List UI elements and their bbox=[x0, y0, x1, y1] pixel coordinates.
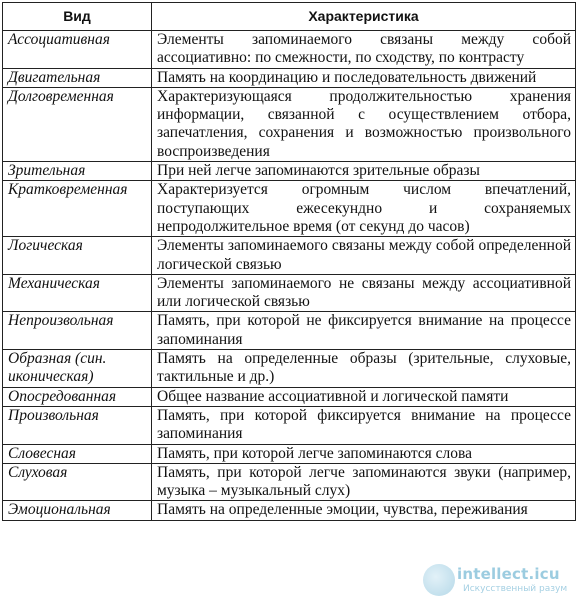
memory-description: Характеризующаяся продолжительностью хранения информации, связанной с осуществлением отбора, запечатления, сохранения и возможностью произвольного воспроизведения bbox=[152, 87, 576, 161]
memory-description: Элементы запоминаемого связаны между собой ассоциативно: по смежности, по сходству, по контрасту bbox=[152, 31, 576, 69]
memory-description: Характеризуется огромным числом впечатлений, поступающих ежесекундно и сохраняемых непродолжительное время (от секунд до часов) bbox=[152, 181, 576, 237]
memory-kind: Эмоциональная bbox=[3, 501, 152, 520]
table-header-row bbox=[3, 3, 576, 31]
memory-kind: Непроизвольная bbox=[3, 312, 152, 350]
memory-kind: Зрительная bbox=[3, 162, 152, 181]
watermark bbox=[423, 562, 573, 602]
memory-description: Память, при которой легче запоминаются звуки (например, музыка – музыкальный слух) bbox=[152, 463, 576, 501]
memory-kind: Словесная bbox=[3, 444, 152, 463]
table-row bbox=[3, 501, 576, 520]
memory-description: Элементы запоминаемого не связаны между ассоциативной или логической связью bbox=[152, 274, 576, 312]
memory-description: Память, при которой легче запоминаются слова bbox=[152, 444, 576, 463]
table-row bbox=[3, 406, 576, 444]
table-row bbox=[3, 444, 576, 463]
watermark-subtitle: Искусственный разум bbox=[463, 584, 568, 594]
memory-kind: Долговременная bbox=[3, 87, 152, 161]
column-header-description: Характеристика bbox=[152, 3, 576, 31]
brain-logo-icon bbox=[423, 564, 455, 596]
table-row bbox=[3, 387, 576, 406]
column-header-kind: Вид bbox=[3, 3, 152, 31]
memory-kind: Образная (син. иконическая) bbox=[3, 350, 152, 388]
table-row bbox=[3, 312, 576, 350]
table-row bbox=[3, 181, 576, 237]
table-row bbox=[3, 463, 576, 501]
memory-description: Элементы запоминаемого связаны между собой определенной логической связью bbox=[152, 237, 576, 275]
memory-description: Память, при которой не фиксируется внимание на процессе запоминания bbox=[152, 312, 576, 350]
table-row bbox=[3, 162, 576, 181]
table-row bbox=[3, 87, 576, 161]
memory-description: Общее название ассоциативной и логической памяти bbox=[152, 387, 576, 406]
memory-kind: Логическая bbox=[3, 237, 152, 275]
table-row bbox=[3, 31, 576, 69]
memory-description: Память, при которой фиксируется внимание на процессе запоминания bbox=[152, 406, 576, 444]
table-row bbox=[3, 274, 576, 312]
memory-types-table bbox=[2, 2, 576, 521]
table-row bbox=[3, 350, 576, 388]
memory-kind: Слуховая bbox=[3, 463, 152, 501]
memory-kind: Кратковременная bbox=[3, 181, 152, 237]
memory-kind: Ассоциативная bbox=[3, 31, 152, 69]
memory-kind: Механическая bbox=[3, 274, 152, 312]
memory-description: При ней легче запоминаются зрительные образы bbox=[152, 162, 576, 181]
memory-description: Память на определенные эмоции, чувства, переживания bbox=[152, 501, 576, 520]
memory-description: Память на определенные образы (зрительные, слуховые, тактильные и др.) bbox=[152, 350, 576, 388]
memory-description: Память на координацию и последовательность движений bbox=[152, 68, 576, 87]
memory-kind: Произвольная bbox=[3, 406, 152, 444]
table-row bbox=[3, 237, 576, 275]
watermark-title: intellect.icu bbox=[457, 565, 560, 583]
memory-kind: Двигательная bbox=[3, 68, 152, 87]
table-row bbox=[3, 68, 576, 87]
memory-kind: Опосредованная bbox=[3, 387, 152, 406]
